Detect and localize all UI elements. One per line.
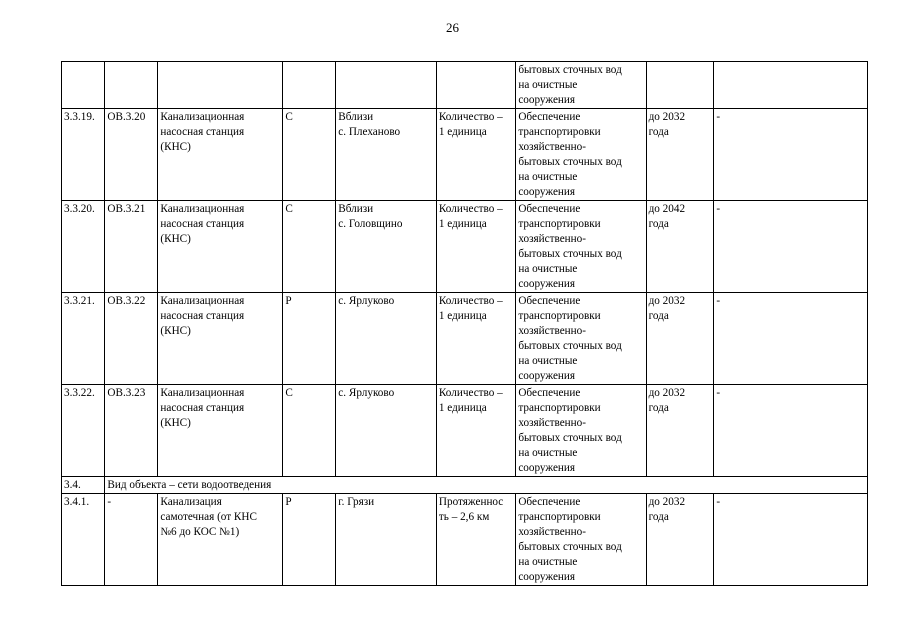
cell-purpose: Обеспечение транспортировки хозяйственно- бытовых сточных вод на очистные сооружения xyxy=(516,385,646,477)
cell-code: ОВ.3.21 xyxy=(105,201,158,293)
cell-location: г. Грязи xyxy=(336,494,437,586)
cell-num: 3.3.19. xyxy=(62,109,105,201)
cell-location xyxy=(336,62,437,109)
cell-note: - xyxy=(714,494,868,586)
cell-capacity: Количество – 1 единица xyxy=(436,385,515,477)
cell-status xyxy=(283,62,336,109)
cell-capacity: Протяженнос ть – 2,6 км xyxy=(436,494,515,586)
cell-name xyxy=(158,62,283,109)
cell-code xyxy=(105,62,158,109)
cell-code: ОВ.3.22 xyxy=(105,293,158,385)
page-number: 26 xyxy=(446,20,459,35)
table-row xyxy=(62,201,868,293)
cell-num: 3.3.20. xyxy=(62,201,105,293)
cell-note xyxy=(714,62,868,109)
cell-note: - xyxy=(714,201,868,293)
cell-note: - xyxy=(714,293,868,385)
cell-status: Р xyxy=(283,494,336,586)
cell-code: ОВ.3.23 xyxy=(105,385,158,477)
table-row-continuation xyxy=(62,62,868,109)
table-row xyxy=(62,109,868,201)
cell-term: до 2032 года xyxy=(646,494,714,586)
cell-note: - xyxy=(714,109,868,201)
cell-term: до 2042 года xyxy=(646,201,714,293)
cell-num xyxy=(62,62,105,109)
cell-location: Вблизи с. Плеханово xyxy=(336,109,437,201)
cell-num: 3.3.22. xyxy=(62,385,105,477)
cell-location: с. Ярлуково xyxy=(336,385,437,477)
cell-status: Р xyxy=(283,293,336,385)
cell-capacity: Количество – 1 единица xyxy=(436,201,515,293)
section-num: 3.4. xyxy=(62,477,105,494)
cell-capacity xyxy=(436,62,515,109)
section-header-row xyxy=(62,477,868,494)
cell-purpose: бытовых сточных вод на очистные сооружения xyxy=(516,62,646,109)
cell-term xyxy=(646,62,714,109)
table-row xyxy=(62,385,868,477)
cell-code: ОВ.3.20 xyxy=(105,109,158,201)
cell-purpose: Обеспечение транспортировки хозяйственно- бытовых сточных вод на очистные сооружения xyxy=(516,109,646,201)
cell-term: до 2032 года xyxy=(646,109,714,201)
cell-purpose: Обеспечение транспортировки хозяйственно- бытовых сточных вод на очистные сооружения xyxy=(516,293,646,385)
cell-name: Канализационная насосная станция (КНС) xyxy=(158,201,283,293)
cell-purpose: Обеспечение транспортировки хозяйственно- бытовых сточных вод на очистные сооружения xyxy=(516,494,646,586)
cell-name: Канализационная насосная станция (КНС) xyxy=(158,109,283,201)
cell-term: до 2032 года xyxy=(646,385,714,477)
table-row xyxy=(62,293,868,385)
cell-location: Вблизи с. Головщино xyxy=(336,201,437,293)
cell-name: Канализация самотечная (от КНС №6 до КОС №1) xyxy=(158,494,283,586)
section-title: Вид объекта – сети водоотведения xyxy=(105,477,868,494)
cell-term: до 2032 года xyxy=(646,293,714,385)
table-row xyxy=(62,494,868,586)
cell-code: - xyxy=(105,494,158,586)
cell-capacity: Количество – 1 единица xyxy=(436,109,515,201)
cell-name: Канализационная насосная станция (КНС) xyxy=(158,293,283,385)
cell-note: - xyxy=(714,385,868,477)
cell-num: 3.4.1. xyxy=(62,494,105,586)
cell-num: 3.3.21. xyxy=(62,293,105,385)
cell-location: с. Ярлуково xyxy=(336,293,437,385)
cell-purpose: Обеспечение транспортировки хозяйственно- бытовых сточных вод на очистные сооружения xyxy=(516,201,646,293)
cell-name: Канализационная насосная станция (КНС) xyxy=(158,385,283,477)
objects-table xyxy=(61,61,868,586)
cell-status: С xyxy=(283,385,336,477)
cell-status: С xyxy=(283,109,336,201)
cell-status: С xyxy=(283,201,336,293)
cell-capacity: Количество – 1 единица xyxy=(436,293,515,385)
